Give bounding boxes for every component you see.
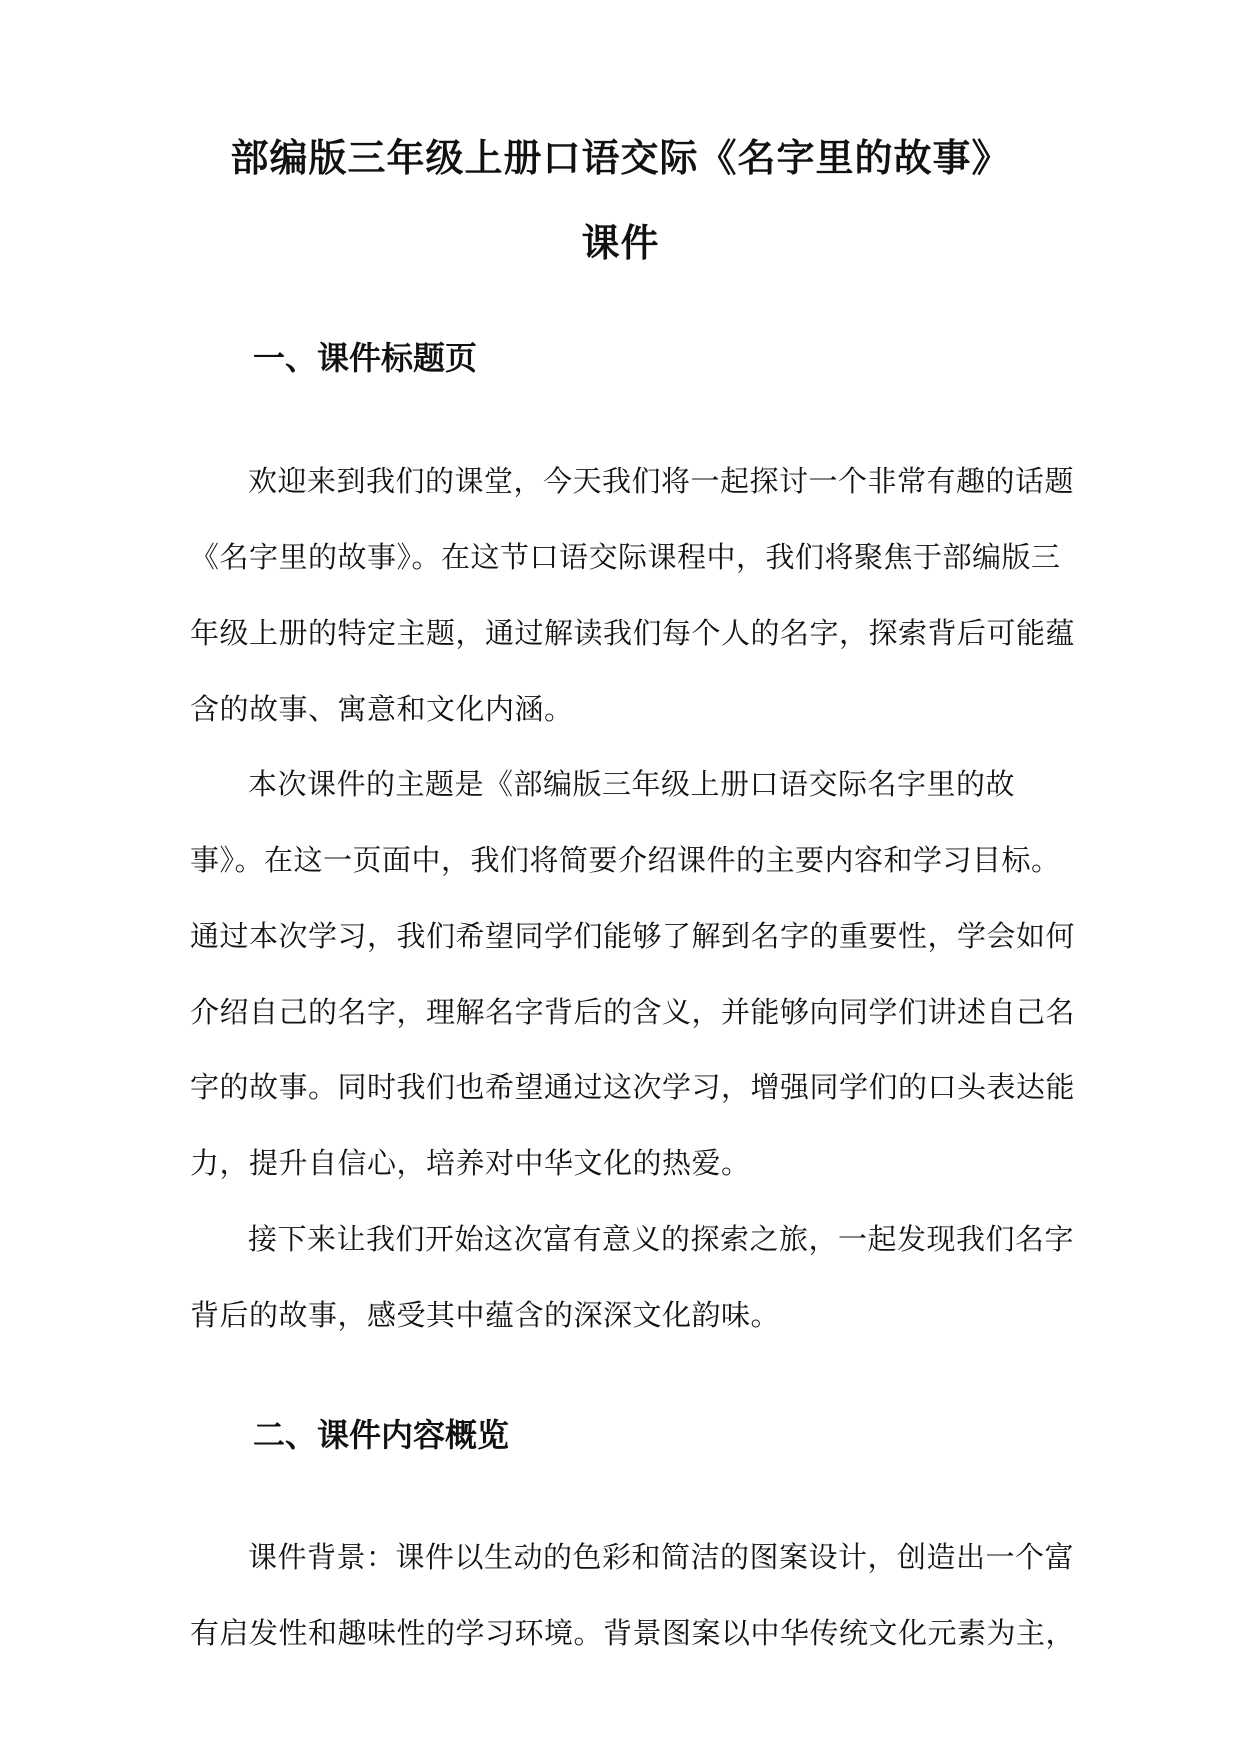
document-title-line-2: 课件 <box>581 221 660 265</box>
paragraph-line: 接下来让我们开始这次富有意义的探索之旅，一起发现我们名字 <box>248 1222 1075 1256</box>
document-title-line-1: 部编版三年级上册口语交际《名字里的故事》 <box>230 136 1011 180</box>
paragraph-line: 《名字里的故事》。在这节口语交际课程中，我们将聚焦于部编版三 <box>190 540 1061 574</box>
paragraph-line: 通过本次学习，我们希望同学们能够了解到名字的重要性，学会如何 <box>190 919 1076 953</box>
paragraph-line: 有启发性和趣味性的学习环境。背景图案以中华传统文化元素为主， <box>190 1616 1076 1650</box>
paragraph-line: 本次课件的主题是《部编版三年级上册口语交际名字里的故 <box>248 767 1016 801</box>
paragraph-line: 课件背景：课件以生动的色彩和简洁的图案设计，创造出一个富 <box>248 1540 1075 1574</box>
paragraph-line: 含的故事、寓意和文化内涵。 <box>190 692 574 726</box>
section-heading-2: 二、课件内容概览 <box>253 1416 510 1454</box>
paragraph-line: 背后的故事，感受其中蕴含的深深文化韵味。 <box>190 1298 781 1332</box>
paragraph-line: 年级上册的特定主题，通过解读我们每个人的名字，探索背后可能蕴 <box>190 616 1076 650</box>
paragraph-line: 力，提升自信心，培养对中华文化的热爱。 <box>190 1146 751 1180</box>
paragraph-line: 欢迎来到我们的课堂，今天我们将一起探讨一个非常有趣的话题 <box>248 464 1075 498</box>
paragraph-line: 介绍自己的名字，理解名字背后的含义，并能够向同学们讲述自己名 <box>190 995 1076 1029</box>
paragraph-line: 字的故事。同时我们也希望通过这次学习，增强同学们的口头表达能 <box>190 1070 1076 1104</box>
section-heading-1: 一、课件标题页 <box>253 339 478 377</box>
paragraph-line: 事》。在这一页面中，我们将简要介绍课件的主要内容和学习目标。 <box>190 843 1061 877</box>
